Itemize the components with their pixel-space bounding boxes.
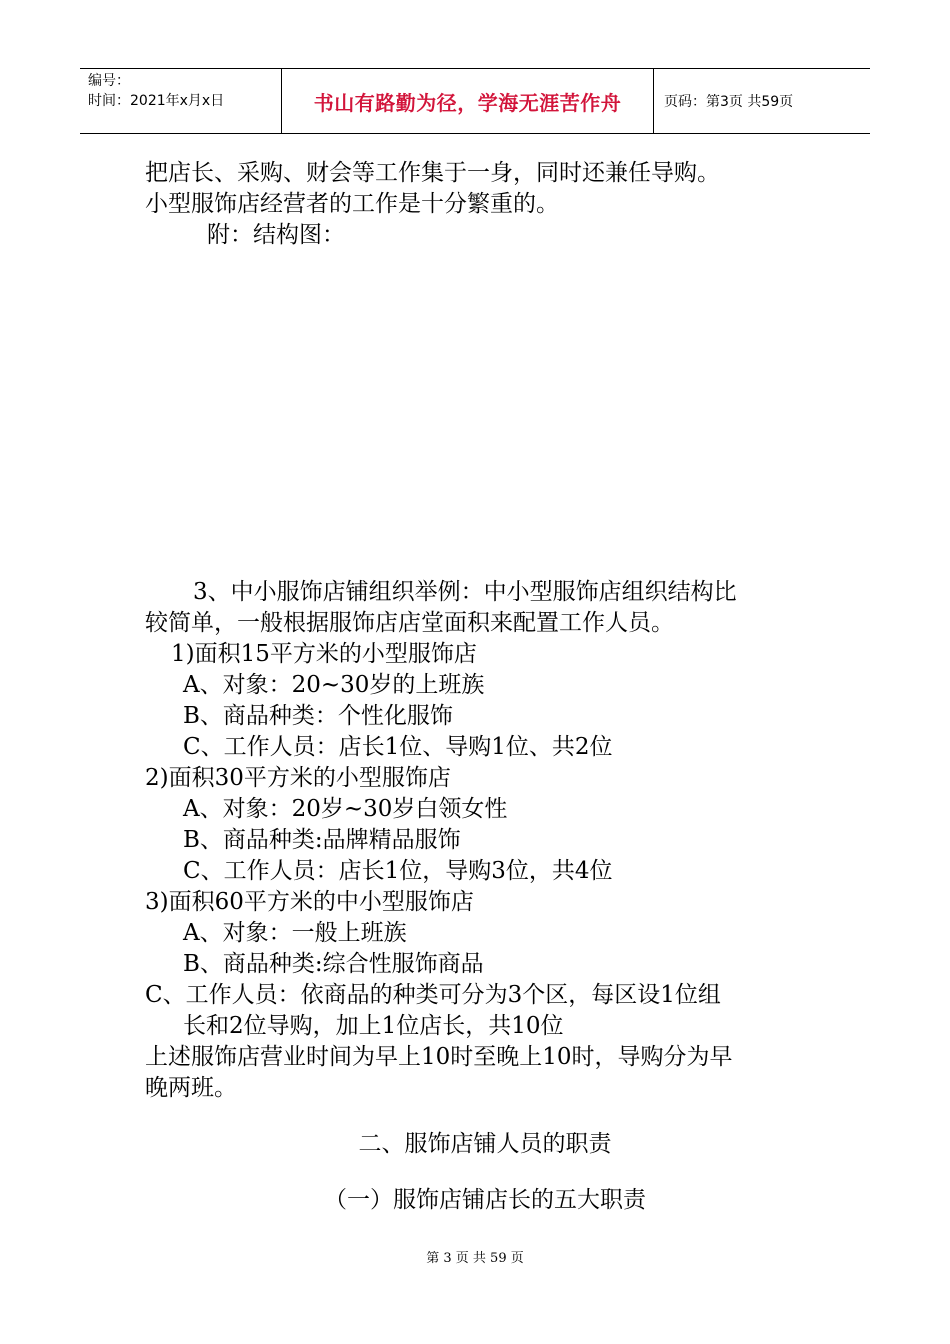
- example-item: C、工作人员：依商品的种类可分为3个区，每区设1位组: [145, 982, 721, 1008]
- paragraph-line: 上述服饰店营业时间为早上10时至晚上10时，导购分为早: [145, 1044, 733, 1070]
- example-item: B、商品种类：个性化服饰: [183, 703, 453, 729]
- example-item: C、工作人员：店长1位，导购3位，共4位: [183, 858, 613, 884]
- example-item: A、对象：20岁~30岁白领女性: [183, 796, 508, 822]
- example-item: C、工作人员：店长1位、导购1位、共2位: [183, 734, 613, 760]
- motto-text: 书山有路勤为径，学海无涯苦作舟: [313, 90, 622, 115]
- structure-diagram-area: [145, 251, 825, 577]
- header-meta: [80, 69, 282, 133]
- example-title: 2)面积30平方米的小型服饰店: [145, 765, 451, 791]
- subsection-heading: （一）服饰店铺店长的五大职责: [324, 1187, 646, 1213]
- example-title: 1)面积15平方米的小型服饰店: [171, 641, 477, 667]
- example-item: B、商品种类:综合性服饰商品: [183, 951, 484, 977]
- time-label: 时间：2021年x月x日: [88, 93, 225, 109]
- example-item: B、商品种类:品牌精品服饰: [183, 827, 461, 853]
- example-item: 长和2位导购，加上1位店长，共10位: [183, 1013, 564, 1039]
- header-page-cell: [654, 69, 870, 133]
- section-line: 较简单，一般根据服饰店店堂面积来配置工作人员。: [145, 610, 674, 636]
- appendix-label: 附：结构图：: [207, 222, 345, 248]
- example-item: A、对象：一般上班族: [183, 920, 407, 946]
- page-label: 页码：第3页 共59页: [664, 94, 794, 110]
- section-heading: 二、服饰店铺人员的职责: [358, 1131, 612, 1157]
- paragraph-line: 小型服饰店经营者的工作是十分繁重的。: [145, 191, 559, 217]
- paragraph-line: 把店长、采购、财会等工作集于一身，同时还兼任导购。: [145, 160, 720, 186]
- example-title: 3)面积60平方米的中小型服饰店: [145, 889, 474, 915]
- example-item: A、对象：20~30岁的上班族: [183, 672, 485, 698]
- page-header: [80, 68, 870, 134]
- code-label: 编号：: [88, 73, 130, 89]
- page-footer: 第 3 页 共 59 页: [426, 1251, 524, 1266]
- section-line: 3、中小服饰店铺组织举例：中小型服饰店组织结构比: [193, 579, 737, 605]
- header-motto-cell: [282, 69, 654, 133]
- document-body: [145, 158, 825, 1216]
- paragraph-line: 晚两班。: [145, 1075, 237, 1101]
